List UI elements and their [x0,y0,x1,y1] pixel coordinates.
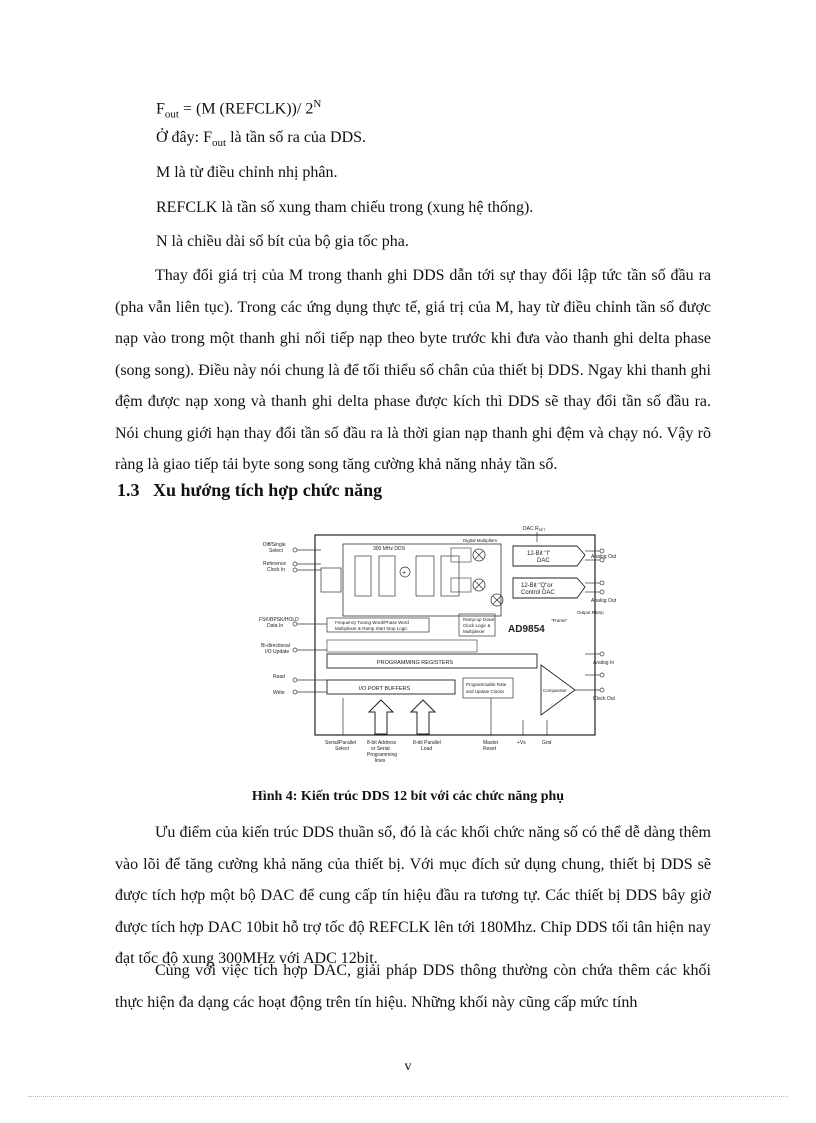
svg-text:Multiplexer & Ramp Start Stop: Multiplexer & Ramp Start Stop Logic [335,626,408,631]
section-heading [117,480,382,501]
analog-in-label: Analog In [593,660,615,666]
svg-text:Select: Select [269,548,283,554]
paragraph-1: Thay đổi giá trị của M trong thanh ghi DDS dẫn tới sự thay đổi lập tức tần số đầu ra (pha vẫn liên tục). Trong các ứng dụng thực tế, giá trị của M, hay từ điều chỉnh tần số được nạp vào trong một thanh ghi nối tiếp nạp theo byte trước khi đưa vào thanh ghi delta phase (song song). Điều này nói chung là để tối thiểu số chân của thiết bị DDS. Ngay khi thanh ghi đệm được nạp xong và thanh ghi delta phase được kích thì DDS sẽ thay đổi tần số đầu ra. Nói chung giới hạn thay đổi tần số đầu ra là thời gian nạp thanh ghi đệm và chạy nó. Vậy rõ ràng là giao tiếp tải byte song song tăng cường khả năng nhảy tần số. [115,267,711,473]
programming-registers-label: PROGRAMMING REGISTERS [377,660,454,666]
svg-text:Frequency Tuning Word/Phase Wo: Frequency Tuning Word/Phase Word [335,620,409,625]
svg-text:Control DAC: Control DAC [521,590,555,596]
output-ramp-label: Output Ramp [577,610,604,615]
svg-text:Comparator: Comparator [543,688,567,693]
svg-text:Programming: Programming [367,752,398,758]
section-number: 1.3 [117,480,140,500]
section-title: Xu hướng tích hợp chức năng [153,480,383,500]
definition-fout: Ở đây: $F_{out}$ là tần số ra của DDS. [156,129,367,150]
page-number: v [404,1059,412,1074]
svg-text:Reference: Reference [263,561,287,567]
svg-text:Load: Load [421,746,433,752]
svg-text:Select: Select [335,746,349,752]
dds-core-box [343,544,501,616]
svg-text:Serial/Parallel: Serial/Parallel [325,740,356,746]
svg-text:+Vs: +Vs [517,740,526,746]
digital-multipliers-label: Digital Multipliers [463,538,498,543]
top-label: DAC $R_{SET}$ [523,526,546,532]
svg-text:Reset: Reset [483,746,497,752]
svg-text:and Update Clocks: and Update Clocks [466,689,505,694]
dds-architecture-figure [255,520,635,765]
svg-text:Bi-directional: Bi-directional [261,643,290,649]
formula: $F_{out} = (M$ (REFCLK))/ $2^N$ [156,98,322,121]
svg-text:Clock Logic &: Clock Logic & [463,623,491,628]
q-dac-label: 12-Bit "Q"or [521,583,553,589]
svg-text:Read: Read [273,674,285,680]
paragraph-3: Cùng với việc tích hợp DAC, giải pháp DDS thông thường còn chứa thêm các khối thực hiện đa dạng các hoạt động trên tín hiệu. Những khối này cũng cấp mức tính [115,962,711,1011]
definition-n: N là chiều dài số bít của bộ gia tốc pha. [156,233,409,250]
chip-outline [315,535,595,735]
svg-text:or Serial: or Serial [371,746,390,752]
svg-text:8-bit Parallel: 8-bit Parallel [413,740,441,746]
svg-text:Master: Master [483,740,499,746]
svg-text:Multiplexer: Multiplexer [463,629,485,634]
chip-name: AD9854 [508,624,545,635]
dds-label: 300 MHz DDS [373,546,405,552]
analog-out-label-1: Analog Out [591,554,617,560]
svg-text:lines: lines [375,758,386,764]
svg-text:Diff/Single: Diff/Single [263,542,286,548]
analog-out-label-2: Analog Out [591,598,617,604]
svg-text:Clock In: Clock In [267,567,286,573]
svg-text:+: + [402,570,407,577]
svg-text:I/O Update: I/O Update [265,649,290,655]
svg-text:Ramp-up Down: Ramp-up Down [463,617,495,622]
io-port-buffers-label: I/O PORT BUFFERS [359,686,411,692]
paragraph-2: Ưu điểm của kiến trúc DDS thuần số, đó là các khối chức năng số có thể dễ dàng thêm vào lõi để tăng cường khả năng của thiết bị. Với mục đích sử dụng chung, thiết bị DDS sẽ được tích hợp một bộ DAC để cung cấp tín hiệu đầu ra tương tự. Các thiết bị DDS bây giờ được tích hợp DAC 10bit hỗ trợ tốc độ REFCLK lên tới 180Mhz. Chip DDS tối tân hiện nay đạt tốc độ xung 300MHz với ADC 12bit. [115,824,711,967]
frame-label: "Frame" [551,618,568,623]
svg-text:Programmable Rate: Programmable Rate [466,682,507,687]
definition-m: M là từ điều chỉnh nhị phân. [156,164,338,181]
clock-out-label: Clock Out [593,696,615,702]
svg-text:DAC: DAC [537,558,550,564]
svg-text:Data In: Data In [267,623,284,629]
svg-text:Write: Write [273,690,285,696]
definition-refclk: REFCLK là tần số xung tham chiếu trong (xung hệ thống). [156,199,534,216]
figure-caption: Hình 4: Kiến trúc DDS 12 bít với các chức năng phụ [251,789,565,804]
page-bottom-divider [28,1096,788,1097]
svg-text:FSK/BPSK/HOLD: FSK/BPSK/HOLD [259,617,299,623]
i-dac-label: 12-Bit "I" [527,551,551,557]
svg-text:8-bit Address: 8-bit Address [367,740,397,746]
svg-text:Gnd: Gnd [542,740,552,746]
